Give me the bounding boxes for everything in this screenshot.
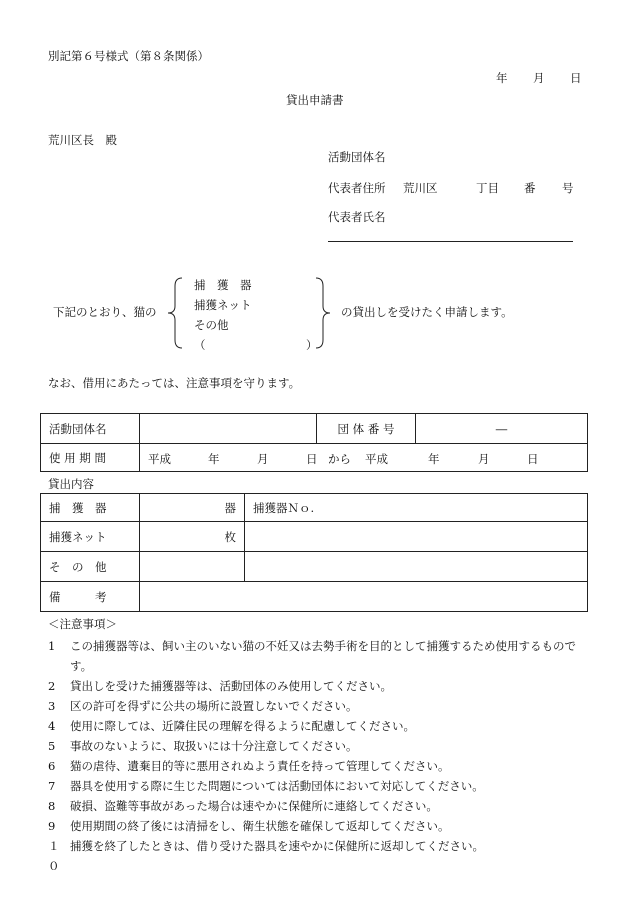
trap-no-field[interactable]: 捕獲器Ｎｏ.: [245, 494, 588, 522]
form-number: 別記第６号様式（第８条関係）: [48, 49, 209, 63]
group-number-cell-label: 団 体 番 号: [317, 414, 416, 444]
document-title: 貸出申請書: [286, 93, 344, 107]
request-item-other: その他: [194, 318, 229, 332]
other-row-label: そ の 他: [41, 552, 140, 582]
date-month-label: 月: [533, 71, 545, 85]
request-note: なお、借用にあたっては、注意事項を守ります。: [48, 376, 301, 390]
list-item: 4 使用に際しては、近隣住民の理解を得るように配慮してください。: [48, 719, 415, 733]
trap-qty-field[interactable]: 器: [140, 494, 245, 522]
list-item: 8 破損、盗難等事故があった場合は速やかに保健所に連絡してください。: [48, 799, 438, 813]
address-city: 荒川区: [403, 181, 438, 195]
net-row-label: 捕獲ネット: [41, 522, 140, 552]
notes-list: [48, 636, 593, 876]
net-qty-field[interactable]: 枚: [140, 522, 245, 552]
addressee: 荒川区長 殿: [48, 133, 117, 147]
date-year-label: 年: [496, 71, 508, 85]
list-item: １０ 捕獲を終了したときは、借り受けた器具を速やかに保健所に返却してください。: [48, 839, 484, 873]
list-item: 1 この捕獲器等は、飼い主のいない猫の不妊又は去勢手術を目的として捕獲するため使用するものです。: [48, 639, 576, 673]
list-item: 6 猫の虐待、遺棄目的等に悪用されぬよう責任を持って管理してください。: [48, 759, 450, 773]
net-extra-field[interactable]: [245, 522, 588, 552]
notes-heading: ＜注意事項＞: [48, 617, 117, 631]
list-item: 3 区の許可を得ずに公共の場所に設置しないでください。: [48, 699, 358, 713]
loan-contents-caption: 貸出内容: [48, 477, 94, 491]
request-prefix: 下記のとおり、猫の: [53, 305, 157, 319]
address-go: 号: [562, 181, 574, 195]
group-name-label: 活動団体名: [328, 150, 386, 164]
address-chome: 丁目: [476, 181, 499, 195]
period-field[interactable]: 平成 年 月 日 から 平成 年 月 日: [140, 444, 588, 472]
request-item-close-paren: ）: [306, 338, 318, 352]
remarks-field[interactable]: [140, 582, 588, 612]
request-item-trap: 捕 獲 器: [194, 278, 252, 292]
list-item: 5 事故のないように、取扱いには十分注意してください。: [48, 739, 358, 753]
request-item-open-paren: （: [194, 338, 206, 352]
date-day-label: 日: [570, 71, 582, 85]
address-label: 代表者住所: [328, 181, 386, 195]
list-item: 9 使用期間の終了後には清掃をし、衛生状態を確保して返却してください。: [48, 819, 450, 833]
list-item: 7 器具を使用する際に生じた問題については活動団体において対応してください。: [48, 779, 484, 793]
loan-contents-table: [40, 493, 588, 612]
address-ban: 番: [524, 181, 536, 195]
list-item: 2 貸出しを受けた捕獲器等は、活動団体のみ使用してください。: [48, 679, 392, 693]
group-name-field[interactable]: [140, 414, 317, 444]
period-cell-label: 使 用 期 間: [41, 444, 140, 472]
request-suffix: の貸出しを受けたく申請します。: [341, 305, 513, 319]
group-info-table: [40, 413, 588, 472]
remarks-row-label: 備 考: [41, 582, 140, 612]
rep-name-label: 代表者氏名: [328, 210, 386, 224]
left-brace-icon: [166, 276, 184, 350]
other-qty-field[interactable]: [140, 552, 245, 582]
right-brace-icon: [314, 276, 332, 350]
trap-row-label: 捕 獲 器: [41, 494, 140, 522]
group-name-cell-label: 活動団体名: [41, 414, 140, 444]
other-extra-field[interactable]: [245, 552, 588, 582]
group-number-field[interactable]: ―: [416, 414, 588, 444]
rep-name-underline: [328, 241, 573, 242]
request-item-net: 捕獲ネット: [194, 298, 252, 312]
